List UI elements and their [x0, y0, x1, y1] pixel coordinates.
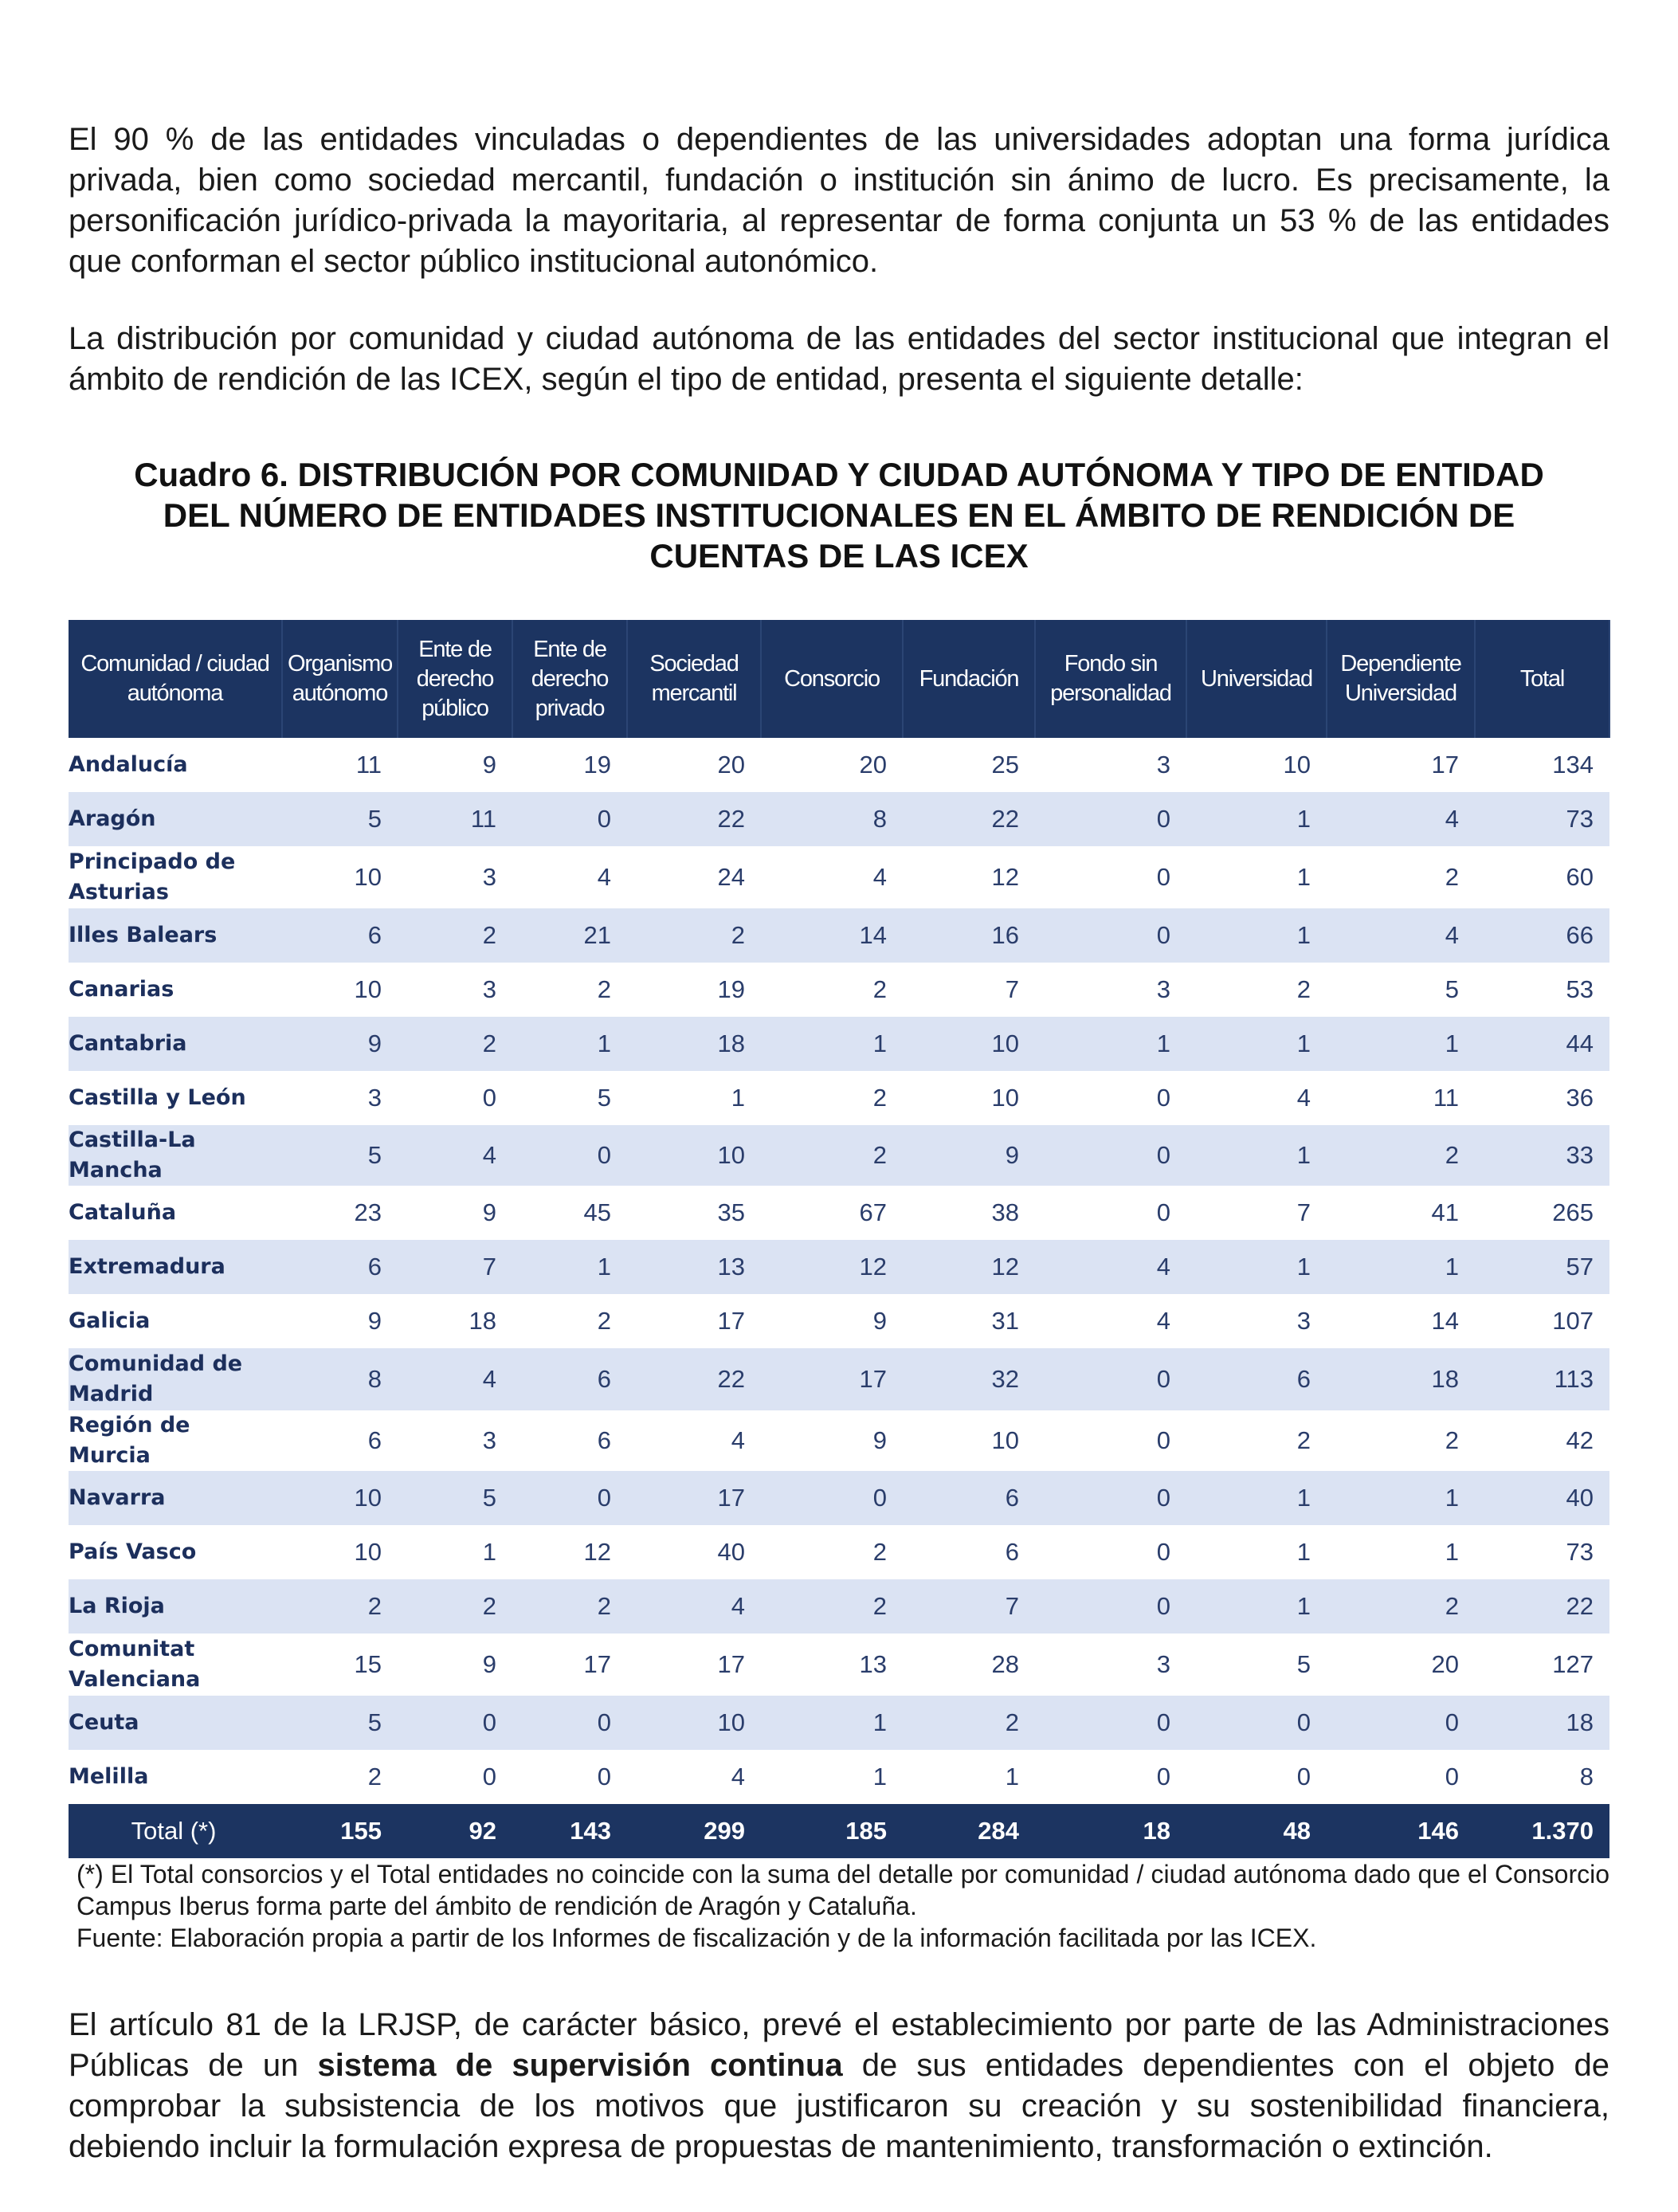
table-cell: 4: [731, 1426, 745, 1454]
table-cell: 73: [1566, 1538, 1594, 1566]
table-cell: 6: [597, 1426, 611, 1454]
table-cell: 0: [1156, 1084, 1170, 1112]
row-label: País Vasco: [69, 1539, 197, 1564]
table-cell: 134: [1552, 751, 1594, 779]
table-cell: 36: [1566, 1084, 1594, 1112]
table-cell: 1: [1005, 1763, 1019, 1790]
table-cell: 2: [1296, 975, 1311, 1003]
table-cell: 9: [482, 751, 496, 779]
table-row: [69, 1410, 1609, 1471]
table-cell: 13: [627, 1240, 761, 1294]
table-cell: 0: [1327, 1696, 1475, 1750]
table-row: [69, 1294, 1609, 1348]
table-cell: 4: [1327, 792, 1475, 846]
table-cell: 3: [482, 1426, 496, 1454]
caption-line-3: CUENTAS DE LAS ICEX: [649, 537, 1029, 575]
table-cell: 12: [991, 863, 1019, 891]
table-row: [69, 1071, 1609, 1125]
row-label: Castilla y León: [69, 1085, 246, 1110]
table-row: [69, 1634, 1609, 1696]
table-cell: 17: [717, 1650, 745, 1678]
table-cell: 2: [597, 1307, 611, 1335]
table-cell: 0: [1035, 1471, 1186, 1525]
table-cell: 2: [282, 1579, 398, 1634]
row-label: Melilla: [69, 1764, 149, 1789]
table-cell: 8: [761, 792, 903, 846]
table-cell: 19: [717, 975, 745, 1003]
table-cell: 4: [627, 1579, 761, 1634]
table-cell: 17: [583, 1650, 611, 1678]
table-cell: 0: [1035, 908, 1186, 963]
table-cell: 3: [1156, 975, 1170, 1003]
column-header: Ente de derecho privado: [512, 620, 627, 738]
total-cell: 1.370: [1475, 1804, 1609, 1858]
table-cell: 19: [583, 751, 611, 779]
table-cell: 9: [282, 1017, 398, 1071]
table-cell: 1: [512, 1017, 627, 1071]
table-cell: 10: [991, 1426, 1019, 1454]
table-cell: 0: [1035, 1579, 1186, 1634]
table-cell: 20: [717, 751, 745, 779]
table-row: [69, 846, 1609, 908]
table-row: [69, 1240, 1609, 1294]
table-cell: 265: [1552, 1198, 1594, 1226]
table-cell: 0: [761, 1471, 903, 1525]
row-label: Región de Murcia: [69, 1413, 190, 1468]
table-cell: 7: [398, 1240, 512, 1294]
table-cell: 40: [717, 1538, 745, 1566]
table-cell: 0: [1035, 1348, 1186, 1410]
total-cell: 48: [1186, 1804, 1327, 1858]
table-cell: 2: [367, 1763, 382, 1790]
row-label: Cantabria: [69, 1017, 282, 1071]
table-cell: 24: [717, 863, 745, 891]
table-cell: 10: [627, 1696, 761, 1750]
table-cell: 5: [282, 792, 398, 846]
table-cell: 7: [903, 1579, 1035, 1634]
table-cell: 45: [583, 1198, 611, 1226]
table-row: [69, 1696, 1609, 1750]
table-caption: [69, 454, 1609, 576]
table-row: [69, 1017, 1609, 1071]
closing-text-c: de sus entidades dependientes con el objeto de comprobar la subsistencia de los motivos que justificaron su creación y su sostenibilidad financiera, debiendo incluir la formulación expresa de propuestas de mantenimiento, transformación o extinción.: [69, 2048, 1610, 2164]
table-row: [69, 963, 1609, 1017]
table-cell: 4: [398, 1348, 512, 1410]
table-cell: 5: [282, 1696, 398, 1750]
table-cell: 6: [282, 1240, 398, 1294]
table-cell: 4: [731, 1763, 745, 1790]
column-header: Organismo autónomo: [282, 620, 398, 738]
table-cell: 10: [903, 1017, 1035, 1071]
table-row: [69, 738, 1609, 792]
table-cell: 22: [627, 792, 761, 846]
table-cell: 3: [1296, 1307, 1311, 1335]
table-cell: 32: [903, 1348, 1035, 1410]
table-cell: 12: [903, 1240, 1035, 1294]
table-cell: 1: [1186, 792, 1327, 846]
table-cell: 0: [1156, 1763, 1170, 1790]
table-cell: 2: [398, 1017, 512, 1071]
table-cell: 2: [398, 908, 512, 963]
table-cell: 0: [597, 1763, 611, 1790]
table-cell: 0: [1035, 792, 1186, 846]
table-cell: 66: [1475, 908, 1609, 963]
table-cell: 41: [1431, 1198, 1459, 1226]
table-cell: 2: [872, 1084, 887, 1112]
table-cell: 0: [1035, 1125, 1186, 1186]
table-cell: 10: [354, 975, 382, 1003]
entities-table: [69, 620, 1610, 1858]
column-header: Comunidad / ciudad autónoma: [69, 620, 282, 738]
table-cell: 42: [1566, 1426, 1594, 1454]
table-header-row: [69, 620, 1609, 738]
row-label: Principado de Asturias: [69, 849, 236, 904]
table-cell: 40: [1475, 1471, 1609, 1525]
column-header: Fundación: [903, 620, 1035, 738]
table-cell: 4: [597, 863, 611, 891]
table-row: [69, 1750, 1609, 1804]
table-cell: 5: [597, 1084, 611, 1112]
table-cell: 9: [903, 1125, 1035, 1186]
table-cell: 4: [1156, 1307, 1170, 1335]
row-label: Ceuta: [69, 1696, 282, 1750]
table-cell: 8: [1579, 1763, 1594, 1790]
table-cell: 2: [1327, 1579, 1475, 1634]
table-cell: 1: [1327, 1240, 1475, 1294]
caption-line-2: DEL NÚMERO DE ENTIDADES INSTITUCIONALES EN EL ÁMBITO DE RENDICIÓN DE: [163, 496, 1515, 534]
table-cell: 9: [367, 1307, 382, 1335]
caption-line-1: Cuadro 6. DISTRIBUCIÓN POR COMUNIDAD Y CIUDAD AUTÓNOMA Y TIPO DE ENTIDAD: [134, 456, 1544, 493]
table-cell: 1: [1186, 1240, 1327, 1294]
table-cell: 17: [761, 1348, 903, 1410]
table-cell: 14: [761, 908, 903, 963]
table-cell: 2: [1445, 1426, 1459, 1454]
table-cell: 2: [1445, 863, 1459, 891]
table-cell: 0: [482, 1763, 496, 1790]
table-cell: 18: [469, 1307, 496, 1335]
column-header: Universidad: [1186, 620, 1327, 738]
table-cell: 3: [482, 863, 496, 891]
column-header: Dependiente Universidad: [1327, 620, 1475, 738]
table-cell: 22: [627, 1348, 761, 1410]
row-label: Aragón: [69, 792, 282, 846]
table-cell: 2: [1296, 1426, 1311, 1454]
table-cell: 6: [1005, 1538, 1019, 1566]
table-cell: 1: [872, 1763, 887, 1790]
table-row: [69, 1471, 1609, 1525]
table-cell: 107: [1552, 1307, 1594, 1335]
table-cell: 21: [512, 908, 627, 963]
table-cell: 15: [354, 1650, 382, 1678]
table-cell: 17: [627, 1471, 761, 1525]
table-cell: 14: [1431, 1307, 1459, 1335]
table-cell: 5: [1296, 1650, 1311, 1678]
table-cell: 9: [872, 1307, 887, 1335]
row-label: Castilla-La Mancha: [69, 1125, 282, 1186]
total-cell: 155: [282, 1804, 398, 1858]
table-row: [69, 1186, 1609, 1240]
table-cell: 2: [597, 975, 611, 1003]
table-cell: 22: [903, 792, 1035, 846]
table-cell: 1: [512, 1240, 627, 1294]
row-label: Canarias: [69, 977, 174, 1002]
table-cell: 5: [1445, 975, 1459, 1003]
table-cell: 0: [1156, 1538, 1170, 1566]
table-cell: 1: [761, 1017, 903, 1071]
total-cell: 92: [398, 1804, 512, 1858]
table-cell: 0: [1035, 1696, 1186, 1750]
table-cell: 0: [1156, 863, 1170, 891]
source-note: Fuente: Elaboración propia a partir de los Informes de fiscalización y de la información facilitada por las ICEX.: [76, 1924, 1317, 1952]
table-cell: 4: [1327, 908, 1475, 963]
table-cell: 4: [398, 1125, 512, 1186]
table-row: [69, 1525, 1609, 1579]
table-cell: 0: [512, 792, 627, 846]
table-cell: 2: [872, 1538, 887, 1566]
table-cell: 1: [1445, 1538, 1459, 1566]
table-cell: 31: [991, 1307, 1019, 1335]
table-cell: 1: [1296, 1538, 1311, 1566]
table-cell: 0: [512, 1471, 627, 1525]
table-cell: 1: [1327, 1471, 1475, 1525]
table-cell: 10: [354, 863, 382, 891]
table-cell: 8: [282, 1348, 398, 1410]
table-cell: 1: [761, 1696, 903, 1750]
table-cell: 1: [1186, 1017, 1327, 1071]
table-cell: 20: [859, 751, 887, 779]
table-row: [69, 1579, 1609, 1634]
table-cell: 10: [627, 1125, 761, 1186]
table-cell: 6: [282, 908, 398, 963]
table-cell: 3: [1156, 1650, 1170, 1678]
column-header: Ente de derecho público: [398, 620, 512, 738]
table-cell: 1: [1186, 1579, 1327, 1634]
table-cell: 127: [1552, 1650, 1594, 1678]
table-cell: 1: [1186, 1125, 1327, 1186]
table-notes: [76, 1858, 1609, 1954]
table-cell: 0: [512, 1696, 627, 1750]
table-cell: 1: [731, 1084, 745, 1112]
table-cell: 57: [1475, 1240, 1609, 1294]
table-cell: 6: [512, 1348, 627, 1410]
table-cell: 5: [282, 1125, 398, 1186]
column-header: Consorcio: [761, 620, 903, 738]
table-cell: 44: [1475, 1017, 1609, 1071]
total-row: [69, 1804, 1609, 1858]
column-header: Fondo sin personalidad: [1035, 620, 1186, 738]
table-cell: 17: [1431, 751, 1459, 779]
table-cell: 67: [859, 1198, 887, 1226]
table-cell: 3: [482, 975, 496, 1003]
total-cell: 284: [903, 1804, 1035, 1858]
table-cell: 3: [367, 1084, 382, 1112]
table-cell: 2: [627, 908, 761, 963]
table-cell: 2: [761, 1579, 903, 1634]
table-row: [69, 908, 1609, 963]
table-cell: 18: [627, 1017, 761, 1071]
row-label: Navarra: [69, 1471, 282, 1525]
table-cell: 22: [1475, 1579, 1609, 1634]
table-cell: 9: [482, 1198, 496, 1226]
table-cell: 53: [1566, 975, 1594, 1003]
table-cell: 0: [512, 1125, 627, 1186]
table-cell: 10: [991, 1084, 1019, 1112]
table-cell: 33: [1475, 1125, 1609, 1186]
table-cell: 4: [872, 863, 887, 891]
table-cell: 5: [398, 1471, 512, 1525]
total-cell: 185: [761, 1804, 903, 1858]
table-cell: 0: [1156, 1426, 1170, 1454]
table-cell: 1: [1186, 908, 1327, 963]
column-header: Sociedad mercantil: [627, 620, 761, 738]
table-cell: 20: [1431, 1650, 1459, 1678]
table-cell: 11: [355, 751, 382, 779]
table-cell: 9: [482, 1650, 496, 1678]
table-cell: 2: [1327, 1125, 1475, 1186]
table-cell: 0: [398, 1696, 512, 1750]
table-cell: 10: [282, 1471, 398, 1525]
table-cell: 17: [717, 1307, 745, 1335]
table-cell: 28: [991, 1650, 1019, 1678]
table-cell: 0: [1445, 1763, 1459, 1790]
table-cell: 11: [1433, 1084, 1459, 1112]
table-cell: 73: [1475, 792, 1609, 846]
table-cell: 2: [872, 975, 887, 1003]
closing-emphasis: sistema de supervisión continua: [317, 2048, 843, 2083]
row-label: Comunidad de Madrid: [69, 1348, 282, 1410]
total-cell: 18: [1035, 1804, 1186, 1858]
table-cell: 2: [761, 1125, 903, 1186]
column-header: Total: [1475, 620, 1609, 738]
table-row: [69, 792, 1609, 846]
row-label: Illes Balears: [69, 908, 282, 963]
table-cell: 60: [1566, 863, 1594, 891]
table-cell: 35: [717, 1198, 745, 1226]
table-cell: 23: [354, 1198, 382, 1226]
row-label: Extremadura: [69, 1240, 282, 1294]
table-cell: 6: [367, 1426, 382, 1454]
table-cell: 4: [1296, 1084, 1311, 1112]
table-cell: 1: [1035, 1017, 1186, 1071]
table-row: [69, 1125, 1609, 1186]
total-cell: 143: [512, 1804, 627, 1858]
intro-paragraph-1: El 90 % de las entidades vinculadas o dependientes de las universidades adoptan una forma jurídica privada, bien como sociedad mercantil, fundación o institución sin ánimo de lucro. Es precisamente, la personificación jurídico-privada la mayoritaria, al representar de forma conjunta un 53 % de las entidades que conforman el sector público institucional autonómico.: [69, 122, 1609, 279]
row-label: Comunitat Valenciana: [69, 1637, 201, 1692]
table-cell: 38: [991, 1198, 1019, 1226]
table-cell: 0: [1156, 1198, 1170, 1226]
table-cell: 113: [1475, 1348, 1609, 1410]
footnote: (*) El Total consorcios y el Total entidades no coincide con la suma del detalle por comunidad / ciudad autónoma dado que el Consorcio Campus Iberus forma parte del ámbito de rendición de Aragón y Cataluña.: [76, 1860, 1609, 1920]
row-label: Galicia: [69, 1308, 151, 1333]
intro-paragraph-2: La distribución por comunidad y ciudad autónoma de las entidades del sector institucional que integran el ámbito de rendición de las ICEX, según el tipo de entidad, presenta el siguiente detalle:: [69, 321, 1609, 397]
table-cell: 12: [761, 1240, 903, 1294]
table-cell: 7: [1005, 975, 1019, 1003]
table-cell: 18: [1475, 1696, 1609, 1750]
table-cell: 1: [1186, 1471, 1327, 1525]
table-cell: 7: [1296, 1198, 1311, 1226]
table-cell: 0: [1296, 1763, 1311, 1790]
table-cell: 6: [903, 1471, 1035, 1525]
table-cell: 9: [872, 1426, 887, 1454]
table-cell: 11: [398, 792, 512, 846]
closing-paragraph: [69, 2005, 1609, 2167]
table-cell: 6: [1186, 1348, 1327, 1410]
row-label: La Rioja: [69, 1579, 282, 1634]
total-label: Total (*): [69, 1804, 282, 1858]
table-cell: 1: [1327, 1017, 1475, 1071]
table-cell: 25: [991, 751, 1019, 779]
total-cell: 146: [1327, 1804, 1475, 1858]
closing-text-a: El artículo 81 de la LRJSP, de carácter básico, prevé el establecimiento por parte de las Administraciones Públicas de un: [69, 2007, 1609, 2083]
table-cell: 12: [583, 1538, 611, 1566]
table-row: [69, 1348, 1609, 1410]
table-cell: 0: [1186, 1696, 1327, 1750]
row-label: Cataluña: [69, 1200, 177, 1225]
table-cell: 2: [398, 1579, 512, 1634]
table-cell: 1: [482, 1538, 496, 1566]
table-cell: 0: [482, 1084, 496, 1112]
table-cell: 2: [903, 1696, 1035, 1750]
table-cell: 4: [1035, 1240, 1186, 1294]
row-label: Andalucía: [69, 752, 188, 777]
table-cell: 16: [903, 908, 1035, 963]
table-cell: 2: [512, 1579, 627, 1634]
total-cell: 299: [627, 1804, 761, 1858]
table-cell: 1: [1296, 863, 1311, 891]
table-cell: 3: [1156, 751, 1170, 779]
table-cell: 10: [1283, 751, 1311, 779]
table-cell: 10: [354, 1538, 382, 1566]
table-cell: 18: [1327, 1348, 1475, 1410]
table-cell: 13: [859, 1650, 887, 1678]
